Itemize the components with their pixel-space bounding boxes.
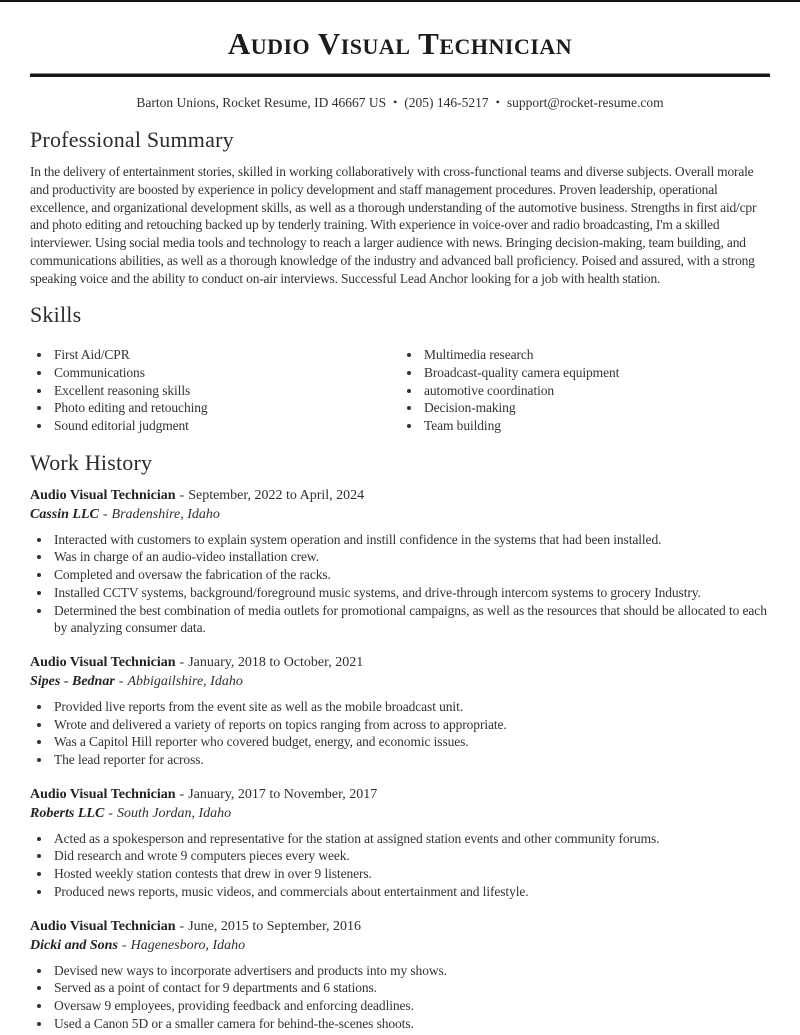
job-bullet-list bbox=[30, 698, 770, 769]
skill-item: • automotive coordination bbox=[422, 382, 770, 400]
skills-heading: Skills bbox=[30, 302, 82, 328]
company-location-separator: - bbox=[108, 805, 113, 821]
company-location-separator: - bbox=[102, 506, 108, 522]
job-bullet: • Devised new ways to incorporate advertisers and products into my shows. bbox=[52, 962, 770, 980]
job-bullet: • Served as a point of contact for 9 departments and 6 stations. bbox=[52, 979, 770, 997]
job-company-line bbox=[30, 936, 770, 955]
job-bullet: • Installed CCTV systems, background/foreground music systems, and drive-through intercom systems to grocery Industry. bbox=[52, 584, 770, 602]
job-dates: January, 2017 to November, 2017 bbox=[188, 786, 378, 802]
job-title: Audio Visual Technician bbox=[30, 654, 176, 670]
skills-column-left bbox=[30, 346, 400, 435]
job-company-line bbox=[30, 672, 770, 691]
contact-address: Barton Unions, Rocket Resume, ID 46667 US bbox=[136, 95, 387, 111]
skills-column-right bbox=[400, 346, 770, 435]
skill-item: • First Aid/CPR bbox=[52, 346, 400, 364]
job-title-line bbox=[30, 917, 770, 936]
job-bullet: • Oversaw 9 employees, providing feedback and enforcing deadlines. bbox=[52, 997, 770, 1015]
job-bullet-list bbox=[30, 962, 770, 1033]
job-location: Abbigailshire, Idaho bbox=[127, 673, 243, 689]
job-dates: June, 2015 to September, 2016 bbox=[188, 918, 362, 934]
job-title-line bbox=[30, 486, 770, 505]
contact-separator-dot: • bbox=[495, 95, 500, 110]
job-title-line bbox=[30, 653, 770, 672]
job-location: Bradenshire, Idaho bbox=[111, 506, 220, 522]
skill-item: • Communications bbox=[52, 364, 400, 382]
summary-heading: Professional Summary bbox=[30, 127, 234, 153]
job-bullet: • Hosted weekly station contests that drew in over 9 listeners. bbox=[52, 865, 770, 883]
job-title-line bbox=[30, 785, 770, 804]
job-bullet: • Was in charge of an audio-video installation crew. bbox=[52, 548, 770, 566]
job-bullet: • Interacted with customers to explain system operation and instill confidence in the systems that had been installed. bbox=[52, 531, 770, 549]
summary-paragraph: In the delivery of entertainment stories, skilled in working collaboratively with cross-functional teams and diverse subjects. Overall morale and productivity are boosted by experience in policy development and staff management procedures. Proven leadership, operational excellence, and organizational development skills, as well as a thorough understanding of the automotive business. Strengths in first aid/cpr and photo editing and retouching backed up by tenderly training. With experience in voice-over and radio broadcasting, I'm a skilled interviewer. Using social media tools and technology to reach a larger audience with news. Bringing decision-making, team building, and communications abilities, as well as a thorough knowledge of the industry and advanced ball proficiency. Poised and assured, with a strong speaking voice and the ability to conduct on-air interviews. Successful Lead Anchor looking for a job with health station. bbox=[30, 164, 757, 286]
section-skills bbox=[30, 302, 770, 435]
job-bullet: • Produced news reports, music videos, and commercials about entertainment and lifestyle. bbox=[52, 883, 770, 901]
job-bullet-list bbox=[30, 830, 770, 901]
job-company: Sipes - Bednar bbox=[30, 673, 115, 689]
title-dates-separator: - bbox=[179, 918, 185, 934]
section-work-history bbox=[30, 450, 770, 1033]
contact-separator-dot: • bbox=[393, 95, 398, 110]
job-company: Dicki and Sons bbox=[30, 937, 118, 953]
company-location-separator: - bbox=[121, 937, 127, 953]
job-bullet: • Completed and oversaw the fabrication of the racks. bbox=[52, 566, 770, 584]
job-company-line bbox=[30, 505, 770, 524]
job-dates: January, 2018 to October, 2021 bbox=[188, 654, 364, 670]
job-entry bbox=[30, 785, 770, 901]
job-company: Cassin LLC bbox=[30, 506, 99, 522]
job-entry bbox=[30, 917, 770, 1033]
job-bullet: • The lead reporter for across. bbox=[52, 751, 770, 769]
job-title: Audio Visual Technician bbox=[30, 786, 176, 802]
job-bullet-list bbox=[30, 531, 770, 637]
title-dates-separator: - bbox=[179, 654, 185, 670]
skills-columns bbox=[30, 338, 770, 435]
job-dates: September, 2022 to April, 2024 bbox=[188, 487, 365, 503]
job-title: Audio Visual Technician bbox=[30, 487, 176, 503]
job-entry bbox=[30, 486, 770, 637]
job-bullet: • Acted as a spokesperson and representative for the station at assigned station events and other community forums. bbox=[52, 830, 770, 848]
job-bullet: • Did research and wrote 9 computers pieces every week. bbox=[52, 847, 770, 865]
skill-item: • Excellent reasoning skills bbox=[52, 382, 400, 400]
contact-line bbox=[30, 93, 770, 112]
job-company: Roberts LLC bbox=[30, 805, 105, 821]
page-title: Audio Visual Technician bbox=[227, 26, 573, 61]
job-bullet: • Wrote and delivered a variety of reports on topics ranging from across to appropriate. bbox=[52, 716, 770, 734]
skill-item: • Broadcast-quality camera equipment bbox=[422, 364, 770, 382]
section-professional-summary bbox=[30, 127, 770, 287]
company-location-separator: - bbox=[118, 673, 124, 689]
contact-email: support@rocket-resume.com bbox=[506, 95, 664, 111]
title-dates-separator: - bbox=[179, 487, 185, 503]
job-bullet: • Provided live reports from the event site as well as the mobile broadcast unit. bbox=[52, 698, 770, 716]
job-company-line bbox=[30, 804, 770, 823]
work-history-heading: Work History bbox=[30, 449, 153, 475]
job-bullet: • Was a Capitol Hill reporter who covered budget, energy, and economic issues. bbox=[52, 733, 770, 751]
skill-item: • Team building bbox=[422, 417, 770, 435]
job-location: South Jordan, Idaho bbox=[116, 805, 232, 821]
job-title: Audio Visual Technician bbox=[30, 918, 176, 934]
skill-item: • Multimedia research bbox=[422, 346, 770, 364]
skill-item: • Photo editing and retouching bbox=[52, 399, 400, 417]
job-bullet: • Determined the best combination of media outlets for promotional campaigns, as well as the resources that should be allocated to each by analyzing consumer data. bbox=[52, 602, 770, 637]
job-location: Hagenesboro, Idaho bbox=[130, 937, 246, 953]
resume-content bbox=[0, 93, 800, 1032]
job-entry bbox=[30, 653, 770, 769]
job-bullet: • Used a Canon 5D or a smaller camera for behind-the-scenes shoots. bbox=[52, 1015, 770, 1033]
skill-item: • Sound editorial judgment bbox=[52, 417, 400, 435]
title-divider bbox=[30, 73, 770, 77]
skill-item: • Decision-making bbox=[422, 399, 770, 417]
contact-phone: (205) 146-5217 bbox=[404, 95, 489, 111]
title-dates-separator: - bbox=[179, 786, 185, 802]
